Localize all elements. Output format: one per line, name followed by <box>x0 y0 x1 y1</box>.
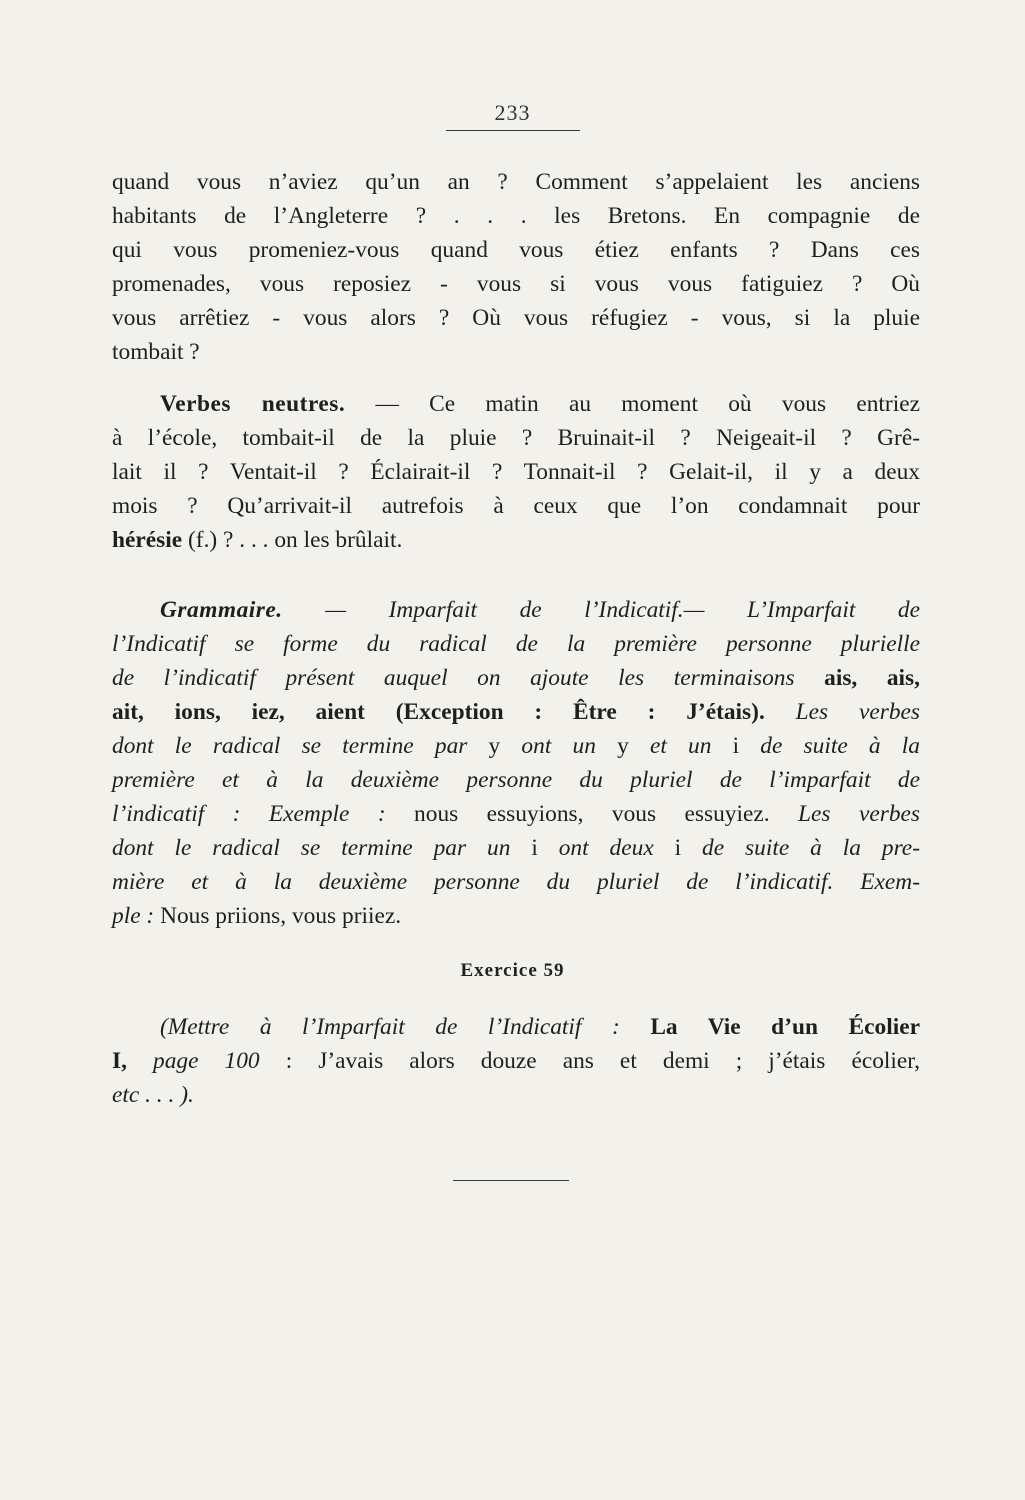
example-text: nous essuyions, vous essuyiez. <box>414 801 770 827</box>
text-run: ont deux <box>537 835 675 861</box>
bold-term: ait, ions, iez, aient (Exception : Être : J’étais). <box>112 699 765 725</box>
text-run: dont le radical se termine par un <box>112 835 532 861</box>
text-run: de suite à la <box>739 733 920 759</box>
text-line <box>112 593 920 627</box>
paragraph-grammaire <box>112 593 920 933</box>
header-rule <box>446 130 580 131</box>
text-line <box>112 661 920 695</box>
text-line <box>112 899 920 933</box>
text-line: qui vous promeniez-vous quand vous étiez enfants ? Dans ces <box>112 237 920 263</box>
text-run: page 100 <box>153 1048 260 1074</box>
bold-term: I, <box>112 1048 154 1074</box>
paragraph-verbes-neutres <box>112 387 920 557</box>
text-run: ont un <box>500 733 618 759</box>
text-line: l’Indicatif se forme du radical de la première personne plurielle <box>112 631 920 657</box>
letter: i <box>674 835 682 861</box>
exercise-instructions <box>112 1010 920 1112</box>
text-run: (f.) ? . . . on les brûlait. <box>182 527 403 553</box>
exercise-title: Exercice 59 <box>460 960 565 981</box>
section-heading-grammaire: Grammaire. <box>160 597 283 623</box>
text-run: de suite à la pre- <box>681 835 920 861</box>
text-line: mière et à la deuxième personne du pluriel de l’indicatif. Exem- <box>112 869 920 895</box>
text-line <box>112 1044 920 1078</box>
text-run: (Mettre à l’Imparfait de l’Indicatif : <box>160 1014 651 1040</box>
text-run: de l’indicatif présent auquel on ajoute les terminaisons <box>112 665 825 691</box>
footer-rule <box>453 1180 569 1181</box>
text-line: etc . . . ). <box>112 1082 194 1108</box>
text-line <box>112 1010 920 1044</box>
text-run: et un <box>628 733 733 759</box>
text-line <box>112 831 920 865</box>
section-heading-verbes-neutres: Verbes neutres. <box>160 391 346 417</box>
text-line <box>112 729 920 763</box>
text-line: première et à la deuxième personne du pluriel de l’imparfait de <box>112 767 920 793</box>
text-line: mois ? Qu’arrivait-il autrefois à ceux que l’on condamnait pour <box>112 493 920 519</box>
text-run: — Imparfait de l’Indicatif.— L’Imparfait de <box>282 597 920 623</box>
text-run: — Ce matin au moment où vous entriez <box>345 391 920 417</box>
example-text: Nous priions, vous priiez. <box>160 903 402 929</box>
text-run: l’indicatif : Exemple : <box>112 801 415 827</box>
letter: i <box>732 733 740 759</box>
text-line: tombait ? <box>112 339 200 365</box>
text-line: lait il ? Ventait-il ? Éclairait-il ? Tonnait-il ? Gelait-il, il y a deux <box>112 459 920 485</box>
text-line <box>112 695 920 729</box>
bold-term: La Vie d’un Écolier <box>650 1014 920 1040</box>
bold-term: ais, ais, <box>824 665 921 691</box>
letter: y <box>617 733 629 759</box>
paragraph-questions <box>112 165 920 369</box>
text-line: à l’école, tombait-il de la pluie ? Bruinait-il ? Neigeait-il ? Grê- <box>112 425 920 451</box>
text-line: vous arrêtiez - vous alors ? Où vous réfugiez - vous, si la pluie <box>112 305 920 331</box>
text-line <box>112 387 920 421</box>
text-line <box>112 797 920 831</box>
text-line: promenades, vous reposiez - vous si vous vous fatiguiez ? Où <box>112 271 920 297</box>
letter: y <box>488 733 501 759</box>
text-line: habitants de l’Angleterre ? . . . les Bretons. En compagnie de <box>112 203 920 229</box>
text-line <box>112 523 920 557</box>
text-run: : J’avais alors douze ans et demi ; j’étais écolier, <box>259 1048 921 1074</box>
text-run: ple : <box>112 903 161 929</box>
text-run: Les verbes <box>769 801 920 827</box>
text-run: dont le radical se termine par <box>112 733 489 759</box>
page-number: 233 <box>494 100 531 125</box>
bold-term: hérésie <box>112 527 183 553</box>
text-run: Les verbes <box>764 699 920 725</box>
text-line: quand vous n’aviez qu’un an ? Comment s’appelaient les anciens <box>112 169 920 195</box>
letter: i <box>531 835 538 861</box>
